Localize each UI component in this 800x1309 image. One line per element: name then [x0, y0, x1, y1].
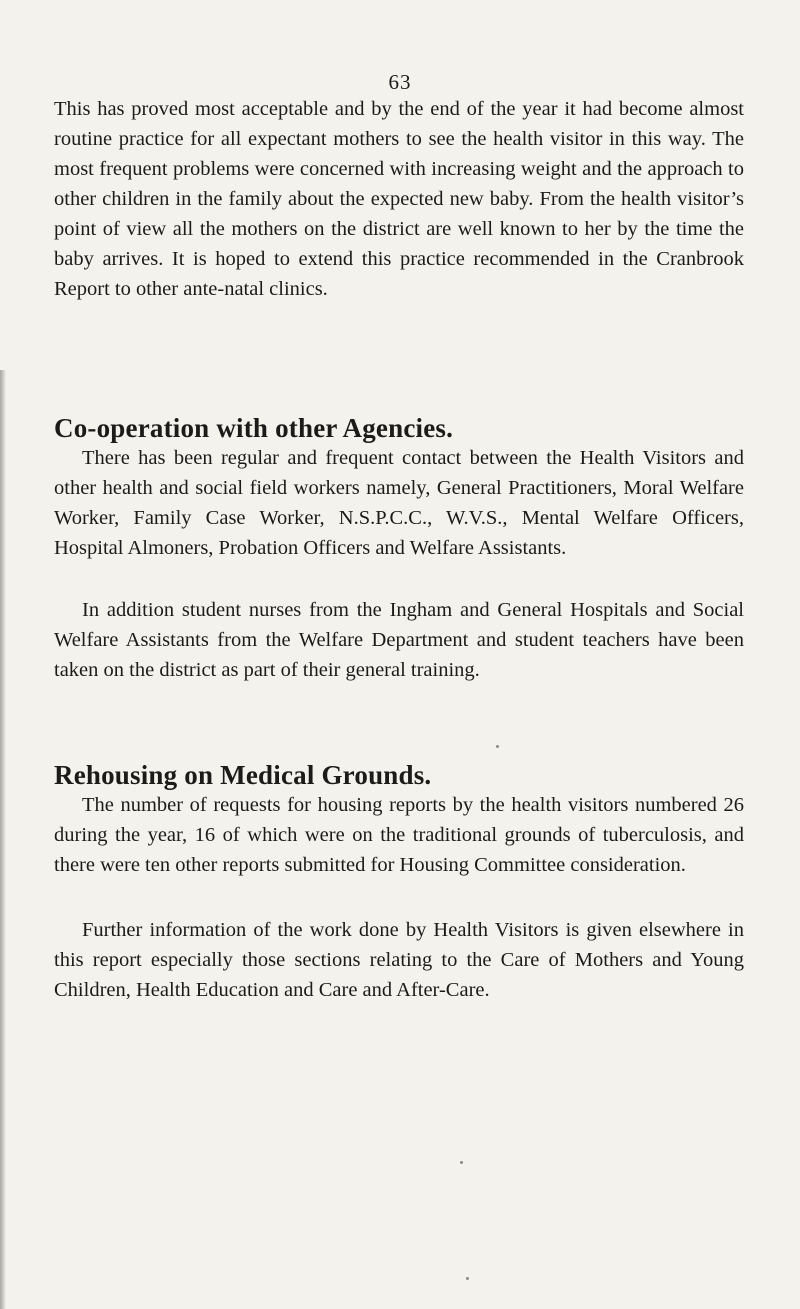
intro-paragraph: This has proved most acceptable and by the end of the year it had become almost routine practice for all expectant mothers to see the health visitor in this way. The most frequent problems were concerned with increasing weight and the approach to other children in the family about the expected new baby. From the health visitor’s point of view all the mothers on the district are well known to her by the time the baby arrives. It is hoped to extend this practice recommended in the Cranbrook Report to other ante-natal clinics.	[54, 98, 744, 300]
page-number: 63	[388, 70, 412, 94]
section-heading-cooperation: Co-operation with other Agencies.	[54, 413, 454, 443]
section-heading-rehousing: Rehousing on Medical Grounds.	[54, 760, 432, 790]
section-cooperation	[54, 411, 744, 445]
section-cooperation-body-2	[54, 595, 744, 685]
paper-speck	[466, 1277, 469, 1280]
paper-speck	[496, 745, 499, 748]
rehousing-paragraph-1: The number of requests for housing reports by the health visitors numbered 26 during the year, 16 of which were on the traditional grounds of tuberculosis, and there were ten other reports submitted for Housing Committee consideration.	[54, 794, 744, 876]
binding-edge-shadow	[0, 370, 6, 1309]
rehousing-paragraph-2: Further information of the work done by Health Visitors is given elsewhere in this report especially those sections relating to the Care of Mothers and Young Children, Health Education and Care and After-Care.	[54, 919, 744, 1001]
section-rehousing-body-2	[54, 915, 744, 1005]
section-rehousing	[54, 758, 744, 792]
cooperation-paragraph-1: There has been regular and frequent contact between the Health Visitors and other health and social field workers namely, General Practitioners, Moral Welfare Worker, Family Case Worker, N.S.P.C.C., W.V.S., Mental Welfare Officers, Hospital Almoners, Probation Officers and Welfare Assistants.	[54, 447, 744, 559]
section-cooperation-body	[54, 443, 744, 563]
section-rehousing-body	[54, 790, 744, 880]
paper-speck	[460, 1161, 463, 1164]
cooperation-paragraph-2: In addition student nurses from the Ingham and General Hospitals and Social Welfare Assistants from the Welfare Department and student teachers have been taken on the district as part of their general training.	[54, 599, 744, 681]
intro-section	[54, 94, 744, 304]
